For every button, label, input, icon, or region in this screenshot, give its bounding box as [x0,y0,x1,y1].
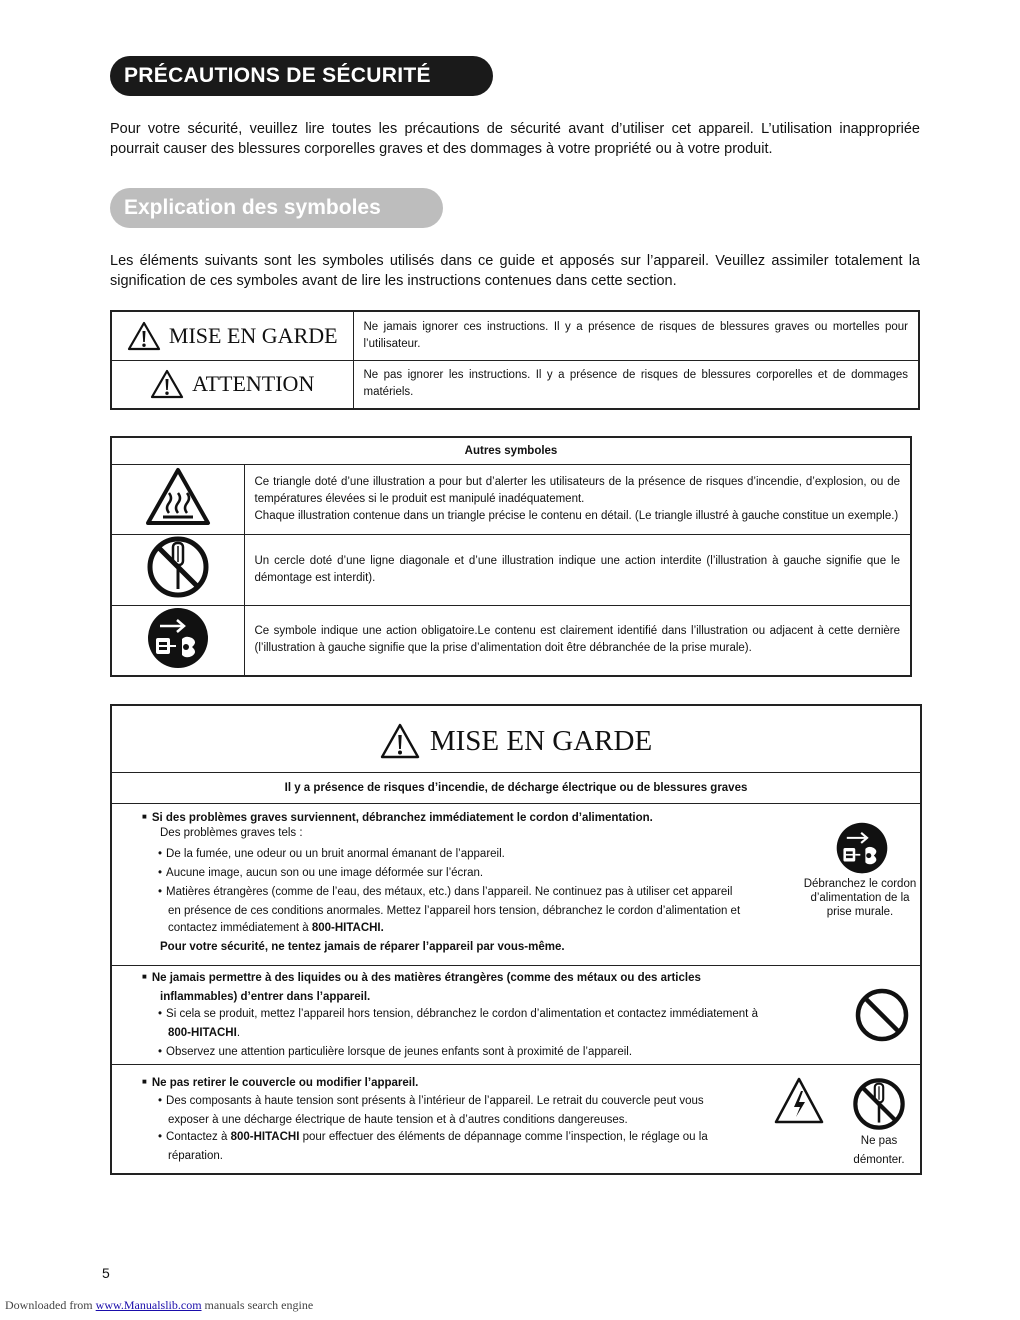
signal-word-legend [110,310,920,410]
text-fragment: pour effectuer des éléments de dépannage comme l’inspection, le réglage ou la [299,1131,708,1143]
bullet-item: • Si cela se produit, mettez l’appareil hors tension, débranchez le cordon d’alimentation et contactez immédiatement à [158,1008,758,1020]
caption-line: prise murale. [826,906,894,918]
warning-box-subtitle: Il y a présence de risques d’incendie, de décharge électrique ou de blessures graves [112,773,920,804]
section-heading: ■ Ne jamais permettre à des liquides ou à des matières étrangères (comme des métaux ou des articles [142,972,701,984]
other-symbols-table [110,436,912,677]
symbol-text-line: Ce symbole indique une action obligatoire.Le contenu est clairement identifié dans l’illustration ou adjacent à cette dernière (l’illustration à gauche signifie que la prise d’alimentation doit être débranchée de la prise murale). [254,625,900,655]
section-heading: ■ Ne pas retirer le couvercle ou modifier l’appareil. [142,1077,418,1089]
unplug-icon [146,606,210,670]
section-title-symbols: Explication des symboles [110,188,443,228]
warning-triangle-icon [380,723,420,759]
section-closing: Pour votre sécurité, ne tentez jamais de réparer l’appareil par vous-même. [160,941,565,953]
high-voltage-icon [774,1077,824,1125]
caption-line: Ne pas [860,1135,898,1147]
caption-line: d’alimentation de la [810,892,910,904]
intro-paragraph: Pour votre sécurité, veuillez lire toutes les précautions de sécurité avant d’utiliser cet appareil. L’utilisation inappropriée pourrait causer des blessures corporelles graves et des dommages à votre propriété ou à votre produit. [110,121,920,157]
bullet-continuation [168,1027,240,1039]
download-footer [5,1298,313,1313]
hotline-number: 800-HITACHI [230,1131,300,1143]
legend-description: Ne jamais ignorer ces instructions. Il y a présence de risques de blessures graves ou mortelles pour l’utilisateur. [353,311,919,360]
hotline-number: 800-HITACHI. [311,922,384,934]
bullet-item: • De la fumée, une odeur ou un bruit anormal émanant de l’appareil. [158,848,505,860]
bullet-continuation [168,922,384,934]
footer-prefix: Downloaded from [5,1298,96,1312]
warning-triangle-icon [150,369,184,399]
unplug-icon [835,821,889,875]
hotline-number: 800-HITACHI [168,1027,237,1039]
page-number: 5 [102,1265,110,1281]
symbol-text-line: Ce triangle doté d’une illustration a pour but d’alerter les utilisateurs de la présence de risques d’incendie, d’explosion, ou de températures élevées si le produit est manipulé inadéquatement. [254,475,900,505]
warning-section-liquids [112,966,920,1065]
caption-line: Débranchez le cordon [803,878,917,890]
table-row [111,464,911,534]
no-disassembly-icon [146,535,210,599]
table-row [111,534,911,605]
no-disassembly-icon [852,1077,906,1131]
warning-box-header [112,706,920,773]
symbol-description [244,464,911,534]
warning-section-cover [112,1065,920,1174]
legend-row-warning [111,311,919,360]
symbol-cell [111,605,244,676]
bullet-item: • Des composants à haute tension sont présents à l’intérieur de l’appareil. Le retrait du couvercle peut vous [158,1095,704,1107]
symbol-description [244,534,911,605]
symbol-text-line: Chaque illustration contenue dans un triangle précise le contenu en détail. (Le triangle illustré à gauche constitue un exemple.) [254,509,899,522]
text-fragment: . [236,1027,241,1039]
warning-box-title: MISE EN GARDE [429,724,653,757]
other-symbols-header: Autres symboles [111,437,911,464]
symbol-cell [111,464,244,534]
symbol-description [244,605,911,676]
table-row [111,605,911,676]
manualslib-link[interactable]: www.Manualslib.com [95,1298,202,1312]
symbol-text-line: Un cercle doté d’une ligne diagonale et d’une illustration indique une action interdite (l’illustration à gauche signifie que le démontage est interdit). [254,554,900,584]
bullet-continuation: exposer à une décharge électrique de haute tension et à d’autres conditions dangereuses. [168,1114,628,1126]
bullet-continuation: réparation. [168,1150,223,1162]
legend-label: MISE EN GARDE [168,322,338,348]
warning-box [110,704,922,1175]
section-heading-continuation: inflammables) d’entrer dans l’appareil. [160,991,371,1003]
symbol-cell [111,534,244,605]
hot-surface-triangle-icon [145,467,211,527]
bullet-continuation: en présence de ces conditions anormales. Mettez l’appareil hors tension, débranchez le cordon d’alimentation et [168,905,741,917]
text-fragment: contactez immédiatement à [168,922,312,934]
warning-triangle-icon [127,321,161,351]
section-lead: Des problèmes graves tels : [160,827,303,839]
bullet-item: • Matières étrangères (comme de l’eau, des métaux, etc.) dans l’appareil. Ne continuez pas à utiliser cet appareil [158,886,732,898]
legend-symbol-cell [111,360,353,409]
unplug-caption [798,877,922,919]
text-fragment: Contactez à [166,1131,231,1143]
legend-row-caution [111,360,919,409]
page-title: PRÉCAUTIONS DE SÉCURITÉ [110,56,493,96]
footer-suffix: manuals search engine [201,1298,314,1312]
prohibited-icon [854,987,910,1043]
warning-section-serious-problems [112,804,920,966]
bullet-item: • Aucune image, aucun son ou une image déformée sur l’écran. [158,867,483,879]
legend-symbol-cell [111,311,353,360]
caption-line: démonter. [853,1154,905,1166]
section-heading: ■ Si des problèmes graves surviennent, débranchez immédiatement le cordon d’alimentation. [142,812,653,824]
bullet-item [158,1131,708,1143]
symbols-intro-paragraph: Les éléments suivants sont les symboles utilisés dans ce guide et apposés sur l’appareil. Veuillez assimiler totalement la signification de ces symboles avant de lire les instructions contenues dans cette section. [110,253,920,289]
legend-description: Ne pas ignorer les instructions. Il y a présence de risques de blessures corporelles et de dommages matériels. [353,360,919,409]
no-disassembly-caption [840,1132,918,1170]
bullet-item: • Observez une attention particulière lorsque de jeunes enfants sont à proximité de l’appareil. [158,1046,632,1058]
legend-label: ATTENTION [192,371,315,397]
